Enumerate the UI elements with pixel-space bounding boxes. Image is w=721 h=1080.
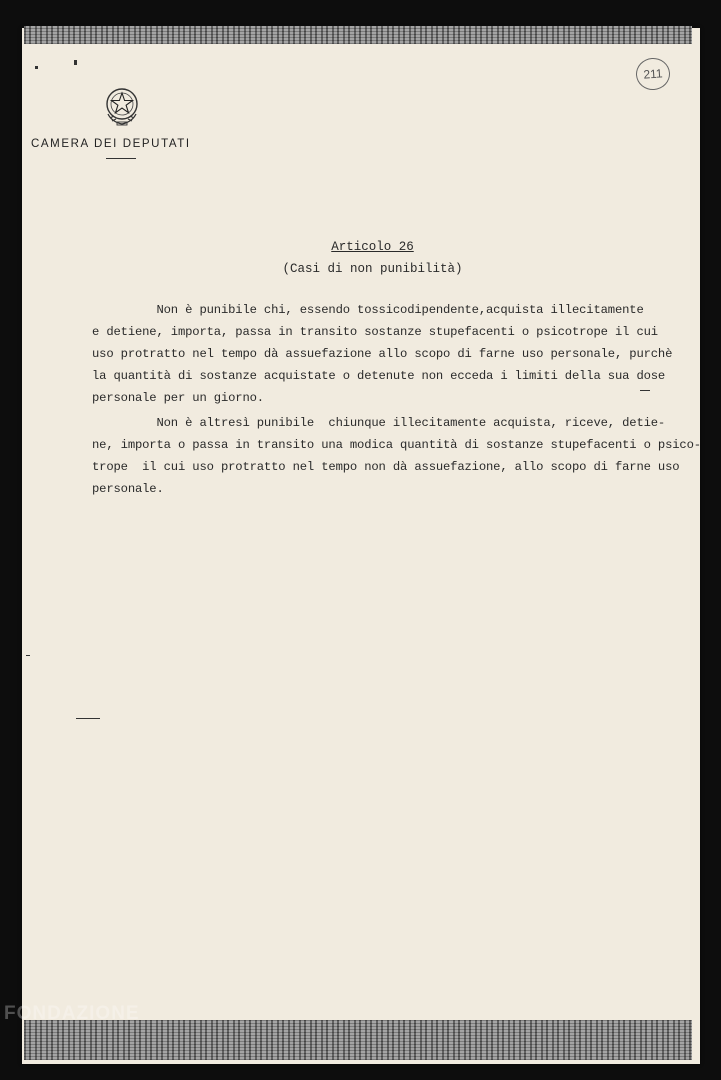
paragraph2-line: personale.: [92, 482, 164, 496]
document-page: [22, 28, 700, 1064]
paragraph1-line: uso protratto nel tempo dà assuefazione allo scopo di farne uso personale, purchè: [92, 347, 673, 361]
scan-speck: [640, 390, 650, 391]
paragraph1-line: personale per un giorno.: [92, 391, 264, 405]
paragraph1-line: e detiene, importa, passa in transito sostanze stupefacenti o psicotrope il cui: [92, 325, 658, 339]
scan-speck: [35, 66, 38, 69]
scan-noise-bottom: [24, 1020, 692, 1060]
article-title: [0, 240, 721, 254]
italian-republic-emblem-icon: [102, 84, 142, 128]
page-number-stamp: 211: [635, 57, 671, 91]
paragraph2-line: ne, importa o passa in transito una modica quantità di sostanze stupefacenti o psico-: [92, 438, 701, 452]
paragraph1-line: la quantità di sostanze acquistate o detenute non ecceda i limiti della sua dose: [92, 369, 666, 383]
scan-speck: [74, 60, 77, 65]
scan-speck: [76, 718, 100, 719]
foundation-watermark: FONDAZIONE: [4, 1003, 140, 1024]
scan-noise-top: [24, 26, 692, 44]
paragraph2-line: Non è altresì punibile chiunque illecitamente acquista, riceve, detie-: [92, 416, 666, 430]
article-subtitle: (Casi di non punibilità): [282, 262, 463, 276]
article-title-text: Articolo 26: [331, 240, 414, 254]
institution-name: CAMERA DEI DEPUTATI: [31, 138, 191, 150]
scan-speck: [26, 655, 30, 656]
paragraph2-line: trope il cui uso protratto nel tempo non dà assuefazione, allo scopo di farne uso: [92, 460, 680, 474]
paragraph1-line: Non è punibile chi, essendo tossicodipendente,acquista illecitamente: [92, 303, 644, 317]
institution-underline: [106, 158, 136, 159]
